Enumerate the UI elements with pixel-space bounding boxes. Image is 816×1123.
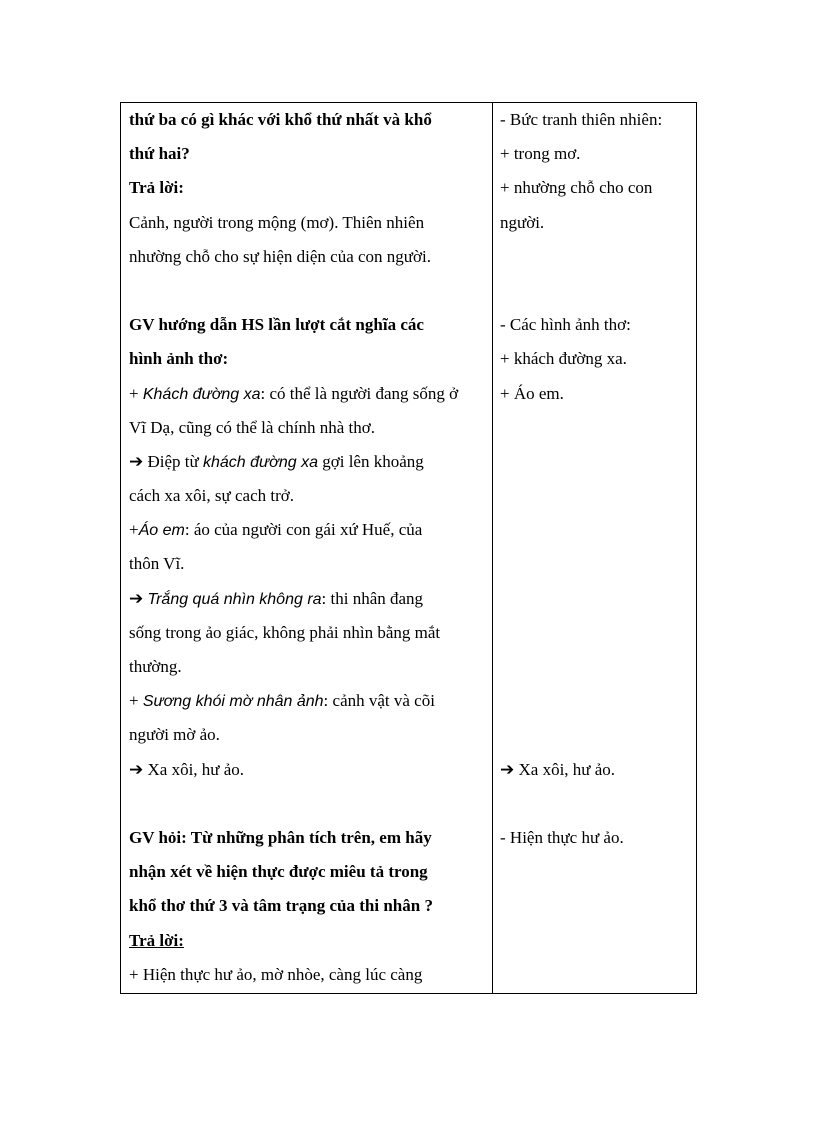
instruction-line: hình ảnh thơ: <box>129 349 229 369</box>
question-line: khổ thơ thứ 3 và tâm trạng của thi nhân ? <box>129 896 433 916</box>
answer-label: Trả lời: <box>129 930 184 950</box>
question-line: thứ hai? <box>129 144 190 164</box>
note-line: - Các hình ảnh thơ: <box>500 315 631 335</box>
poem-phrase: Trắng quá nhìn không ra <box>147 590 322 608</box>
note-line: + khách đường xa. <box>500 349 627 369</box>
analysis-line: ➔ Điệp từ khách đường xa gợi lên khoảng <box>129 451 424 472</box>
note-line: + nhường chỗ cho con <box>500 178 653 198</box>
note-line: + Áo em. <box>500 383 564 403</box>
analysis-line: cách xa xôi, sự cach trở. <box>129 486 294 506</box>
note-line: người. <box>500 212 545 232</box>
analysis-line: sống trong ảo giác, không phải nhìn bằng mắt <box>129 622 441 642</box>
poem-phrase: Áo em <box>138 522 185 540</box>
column-divider <box>492 103 493 993</box>
analysis-line: người mờ ảo. <box>129 725 220 745</box>
analysis-line: + Khách đường xa: có thể là người đang sống ở <box>129 383 459 403</box>
right-column <box>500 103 690 855</box>
arrow-right-icon: ➔ <box>500 759 515 780</box>
answer-line: + Hiện thực hư ảo, mờ nhòe, càng lúc càng <box>129 964 423 984</box>
answer-line: Cảnh, người trong mộng (mơ). Thiên nhiên <box>129 212 425 232</box>
arrow-right-icon: ➔ <box>129 451 144 472</box>
answer-label: Trả lời: <box>129 178 184 198</box>
poem-phrase: Sương khói mờ nhân ảnh <box>142 693 324 711</box>
note-line: - Hiện thực hư ảo. <box>500 827 624 847</box>
left-column <box>129 103 487 992</box>
note-line: ➔ Xa xôi, hư ảo. <box>500 759 616 780</box>
note-line: + trong mơ. <box>500 144 581 164</box>
poem-phrase: khách đường xa <box>202 453 318 471</box>
arrow-right-icon: ➔ <box>129 588 144 609</box>
answer-line: nhường chỗ cho sự hiện diện của con người. <box>129 246 431 266</box>
instruction-line: GV hướng dẫn HS lần lượt cắt nghĩa các <box>129 315 424 335</box>
blank-line <box>129 274 487 308</box>
analysis-line: +Áo em: áo của người con gái xứ Huế, của <box>129 520 423 540</box>
poem-phrase: Khách đường xa <box>142 385 261 403</box>
question-line: nhận xét về hiện thực được miêu tả trong <box>129 862 428 882</box>
analysis-line: + Sương khói mờ nhân ảnh: cảnh vật và cõi <box>129 691 435 711</box>
blank-line <box>129 787 487 821</box>
question-line: thứ ba có gì khác với khổ thứ nhất và khổ <box>129 110 432 129</box>
analysis-line: Vĩ Dạ, cũng có thể là chính nhà thơ. <box>129 417 375 437</box>
question-line: GV hỏi: Từ những phân tích trên, em hãy <box>129 827 432 847</box>
arrow-right-icon: ➔ <box>129 759 144 780</box>
conclusion-line: ➔ Xa xôi, hư ảo. <box>129 759 245 780</box>
analysis-line: ➔ Trắng quá nhìn không ra: thi nhân đang <box>129 588 424 609</box>
analysis-line: thường. <box>129 657 182 676</box>
note-line: - Bức tranh thiên nhiên: <box>500 110 663 129</box>
lesson-table <box>120 102 697 994</box>
analysis-line: thôn Vĩ. <box>129 554 185 574</box>
